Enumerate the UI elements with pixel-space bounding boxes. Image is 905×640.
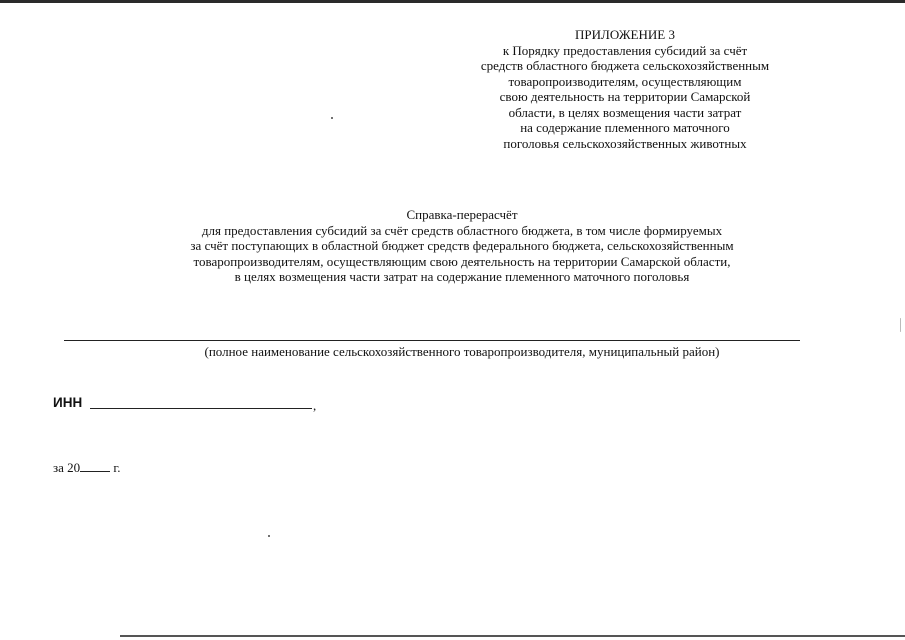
period-prefix: за 20 xyxy=(53,460,81,475)
appendix-line: области, в целях возмещения части затрат xyxy=(508,104,742,120)
scan-speck xyxy=(268,535,270,537)
producer-name-field-line[interactable] xyxy=(64,340,800,341)
scan-speck xyxy=(331,117,333,119)
form-heading xyxy=(100,207,824,285)
form-subtitle-line: товаропроизводителям, осуществляющим свою деятельность на территории Самарской области, xyxy=(193,253,731,269)
form-title: Справка-перерасчёт xyxy=(406,207,518,222)
form-subtitle-line: в целях возмещения части затрат на содержание племенного маточного поголовья xyxy=(234,269,690,284)
year-field-blank[interactable] xyxy=(80,460,110,472)
page-top-edge xyxy=(0,0,905,3)
appendix-header xyxy=(440,27,810,151)
form-subtitle-line: за счёт поступающих в областной бюджет средств федерального бюджета, сельскохозяйственным xyxy=(190,238,734,253)
period-suffix: г. xyxy=(113,460,121,475)
inn-label: ИНН xyxy=(53,395,83,410)
page-bottom-edge xyxy=(120,635,905,637)
scan-speck xyxy=(900,318,901,332)
inn-field-line[interactable] xyxy=(90,408,312,409)
appendix-line: на содержание племенного маточного xyxy=(520,120,730,135)
period-line xyxy=(53,460,121,476)
form-subtitle-line: для предоставления субсидий за счёт средств областного бюджета, в том числе формируемых xyxy=(201,222,723,238)
producer-name-caption: (полное наименование сельскохозяйственного товаропроизводителя, муниципальный район) xyxy=(204,344,720,359)
appendix-line: товаропроизводителям, осуществляющим xyxy=(508,73,742,89)
inn-suffix: , xyxy=(313,398,317,413)
appendix-line: свою деятельность на территории Самарской xyxy=(499,89,751,104)
appendix-title: ПРИЛОЖЕНИЕ 3 xyxy=(575,27,675,42)
appendix-line: к Порядку предоставления субсидий за счёт xyxy=(502,42,748,58)
appendix-line: поголовья сельскохозяйственных животных xyxy=(503,135,747,151)
appendix-line: средств областного бюджета сельскохозяйственным xyxy=(480,58,770,73)
